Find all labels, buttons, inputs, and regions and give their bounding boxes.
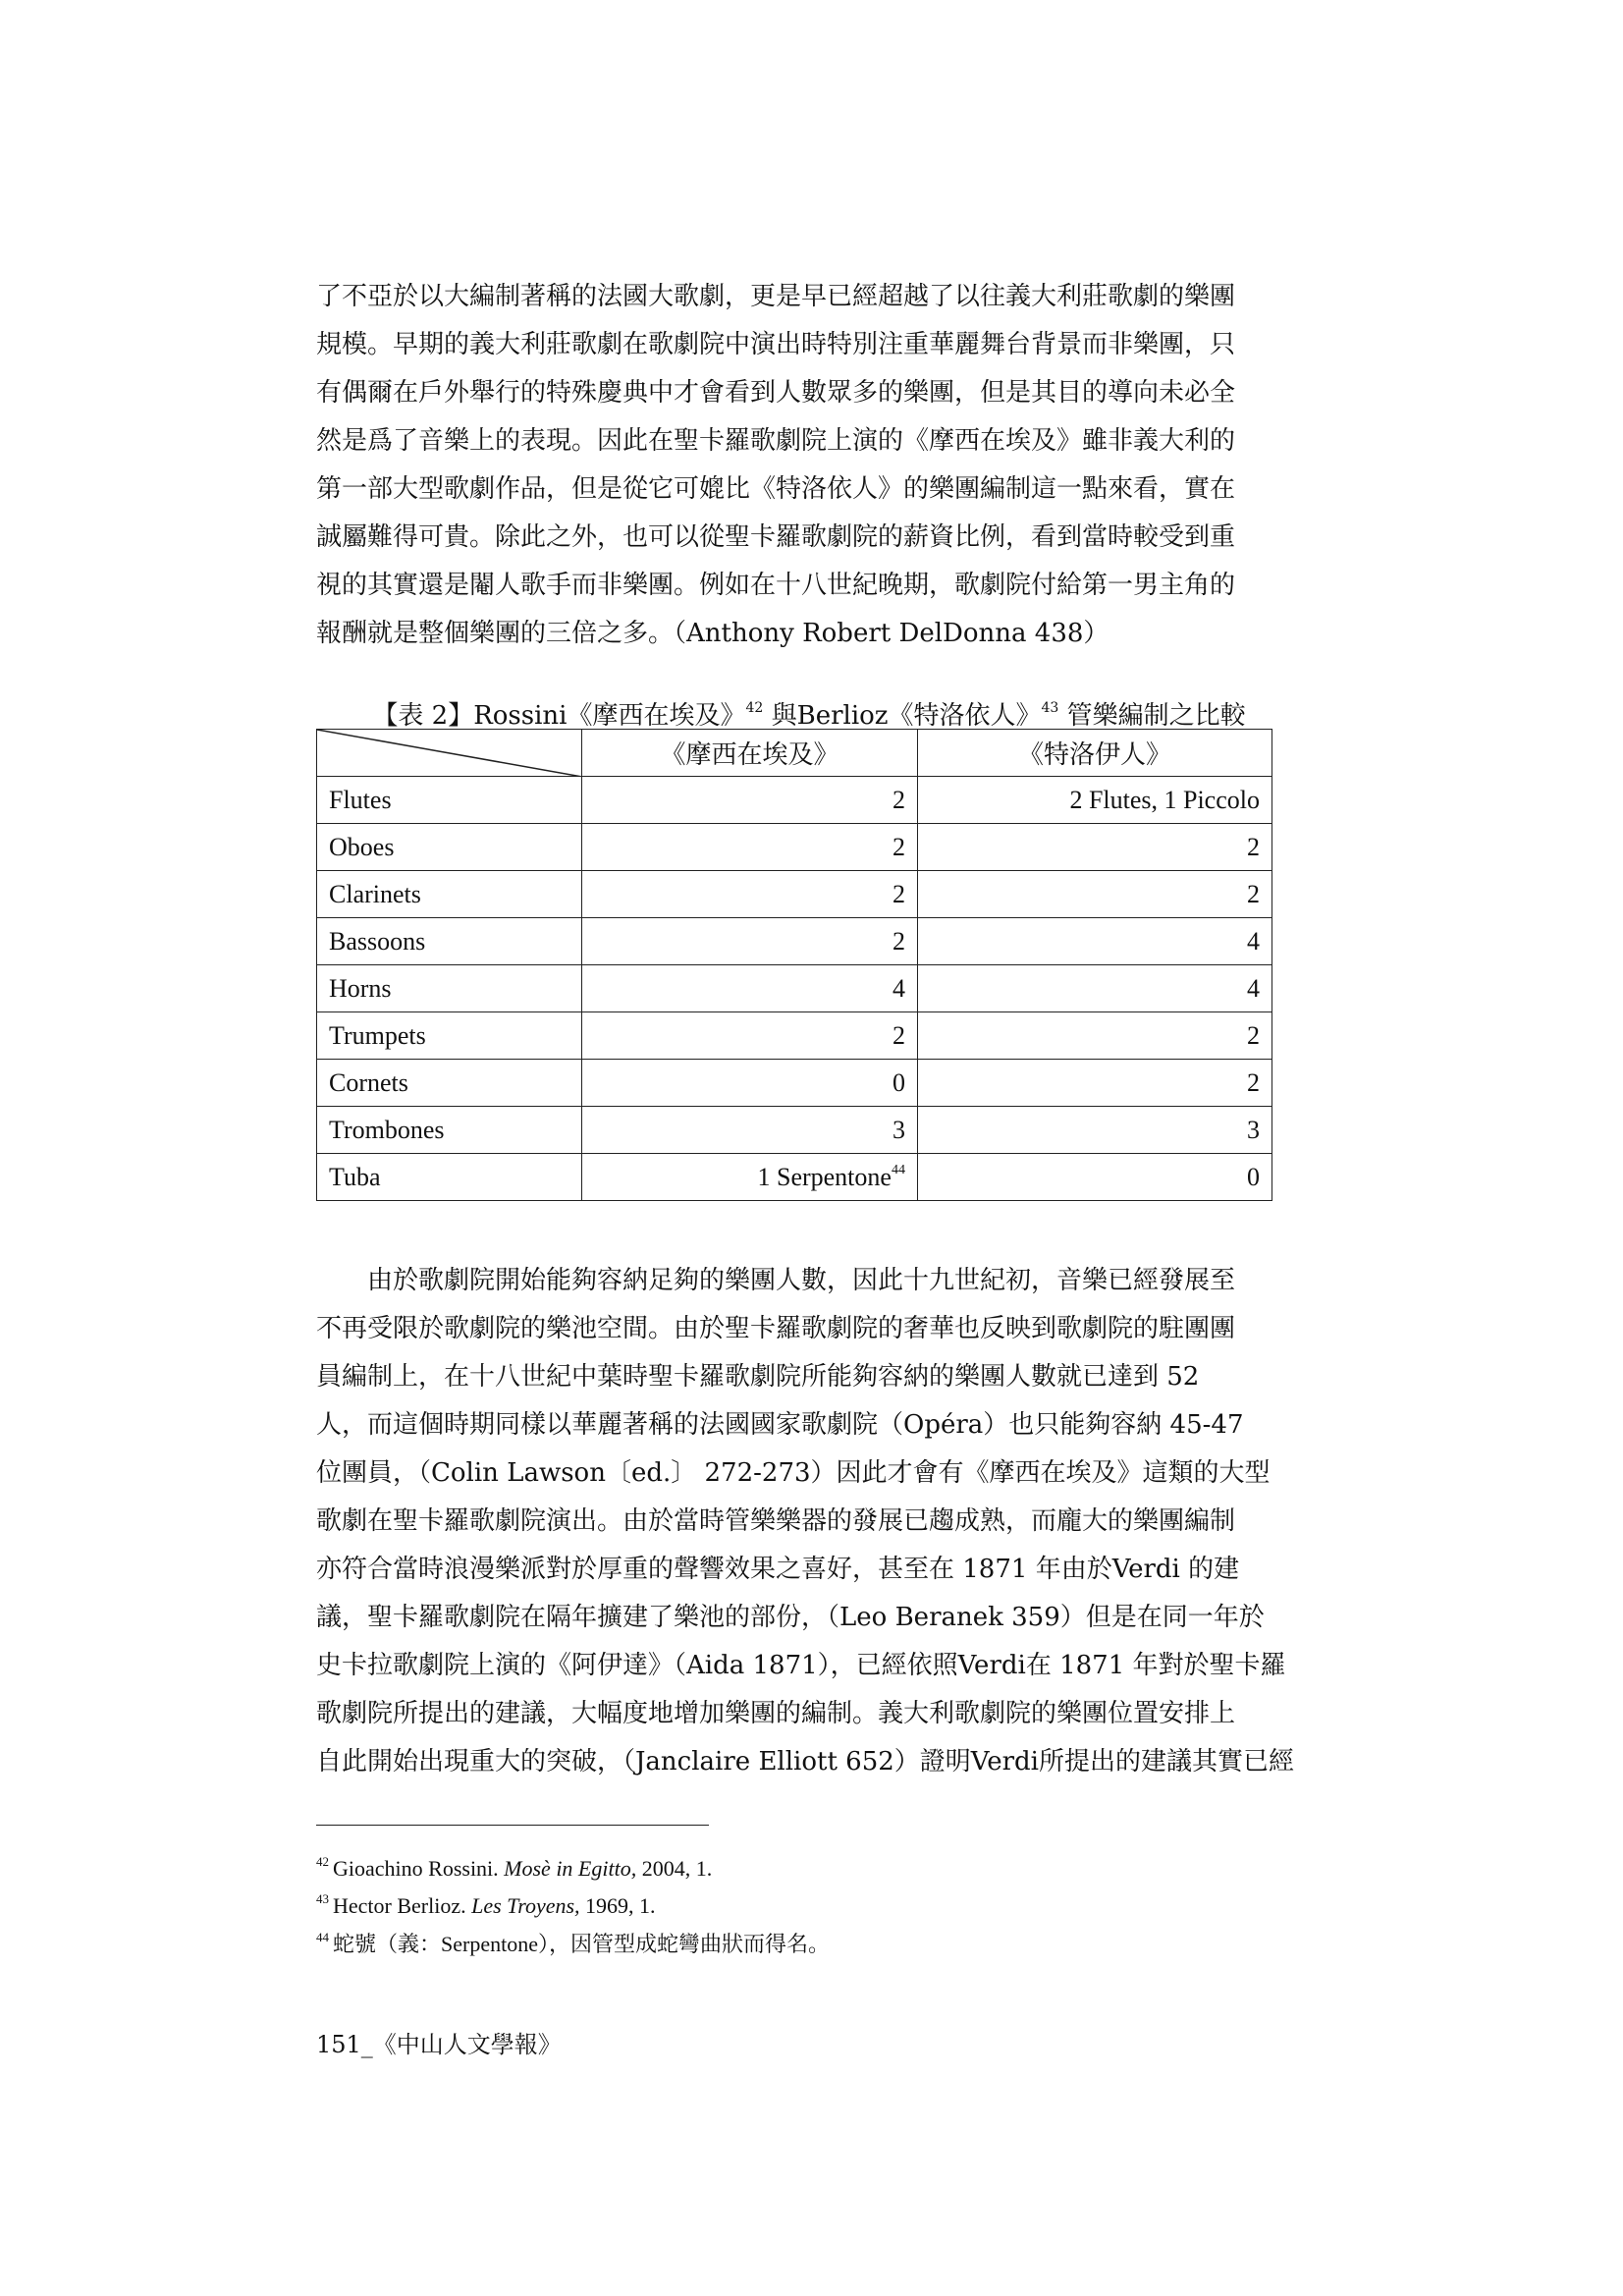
footnote-text: Hector Berlioz. [333,1893,472,1918]
paragraph-line: 誠屬難得可貴。除此之外，也可以從聖卡羅歌劇院的薪資比例，看到當時較受到重 [316,522,1236,552]
footnote-title: Les Troyens, [471,1893,580,1918]
footnote-text: Gioachino Rossini. [333,1856,505,1881]
cell-troyens: 4 [917,918,1271,965]
table-row [317,918,1272,965]
paragraph-line: 然是爲了音樂上的表現。因此在聖卡羅歌劇院上演的《摩西在埃及》雖非義大利的 [316,426,1236,456]
paragraph-line: 史卡拉歌劇院上演的《阿伊達》（Aida 1871），已經依照Verdi在 1871 年對於聖卡羅 [316,1651,1286,1680]
cell-troyens: 2 [917,824,1271,871]
footnote-divider [316,1825,709,1826]
cell-troyens: 2 [917,871,1271,918]
cell-troyens: 2 [917,1012,1271,1060]
cell-moses: 0 [582,1060,918,1107]
footnote-text: 2004, 1. [636,1856,713,1881]
caption-part: 與Berlioz《特洛依人》 [763,701,1042,731]
caption-part: 【表 2】Rossini《摩西在埃及》 [372,701,746,731]
cell-troyens: 4 [917,965,1271,1012]
body-paragraph-1 [316,273,1302,658]
paragraph-line: 由於歌劇院開始能夠容納足夠的樂團人數，因此十九世紀初，音樂已經發展至 [367,1266,1236,1295]
table-row [317,1012,1272,1060]
paragraph-line: 自此開始出現重大的突破，（Janclaire Elliott 652）證明Verdi所提出的建議其實已經 [316,1747,1294,1777]
footnote-number: 43 [316,1891,329,1906]
table-row [317,1107,1272,1154]
cell-moses: 3 [582,1107,918,1154]
footnote-number: 42 [316,1854,329,1869]
cell-text: 1 Serpentone [757,1162,892,1191]
paragraph-line: 人，而這個時期同樣以華麗著稱的法國國家歌劇院（Opéra）也只能夠容納 45-47 [316,1410,1244,1440]
cell-troyens: 3 [917,1107,1271,1154]
cell-moses: 4 [582,965,918,1012]
footnote-title: Mosè in Egitto, [504,1856,637,1881]
paragraph-line: 規模。早期的義大利莊歌劇在歌劇院中演出時特別注重華麗舞台背景而非樂團，只 [316,330,1236,359]
paragraph-line: 歌劇院所提出的建議，大幅度地增加樂團的編制。義大利歌劇院的樂團位置安排上 [316,1699,1236,1728]
table-row [317,871,1272,918]
footnote-number: 44 [316,1930,329,1944]
cell-moses: 2 [582,1012,918,1060]
col-header-moses: 《摩西在埃及》 [582,730,918,777]
cell-troyens: 0 [917,1154,1271,1201]
paragraph-line: 有偶爾在戶外舉行的特殊慶典中才會看到人數眾多的樂團，但是其目的導向未必全 [316,378,1236,408]
footnote-ref: 44 [891,1162,905,1177]
footnote-ref: 42 [745,700,764,716]
page-folio: 151_《中山人文學報》 [316,2031,562,2058]
cell-moses: 2 [582,871,918,918]
paragraph-line: 歌劇在聖卡羅歌劇院演出。由於當時管樂樂器的發展已趨成熟，而龐大的樂團編制 [316,1506,1236,1536]
footnote-text: 蛇號（義：Serpentone），因管型成蛇彎曲狀而得名。 [333,1932,830,1956]
cell-moses: 2 [582,777,918,824]
row-label: Trumpets [317,1012,582,1060]
cell-moses [582,1154,918,1201]
row-label: Oboes [317,824,582,871]
body-paragraph-2 [316,1257,1302,1786]
footnote-ref: 43 [1041,700,1059,716]
footnote-text: 1969, 1. [579,1893,656,1918]
row-label: Flutes [317,777,582,824]
table-header-row [317,730,1272,777]
row-label: Clarinets [317,871,582,918]
col-header-troyens: 《特洛伊人》 [917,730,1271,777]
table-row [317,965,1272,1012]
row-label: Tuba [317,1154,582,1201]
row-label: Cornets [317,1060,582,1107]
caption-part: 管樂編制之比較 [1058,701,1246,731]
table-row [317,1060,1272,1107]
paragraph-line: 報酬就是整個樂團的三倍之多。（Anthony Robert DelDonna 438） [316,619,1109,648]
footnote-42 [316,1846,712,1885]
paragraph-line: 位團員，（Colin Lawson〔ed.〕 272-273）因此才會有《摩西在埃及》這類的大型 [316,1458,1271,1488]
diagonal-line [317,730,582,777]
cell-moses: 2 [582,824,918,871]
cell-moses: 2 [582,918,918,965]
table-row [317,1154,1272,1201]
paragraph-line: 第一部大型歌劇作品，但是從它可媲比《特洛依人》的樂團編制這一點來看，實在 [316,474,1236,504]
paragraph-line: 了不亞於以大編制著稱的法國大歌劇，更是早已經超越了以往義大利莊歌劇的樂團 [316,282,1236,311]
cell-troyens: 2 Flutes, 1 Piccolo [917,777,1271,824]
corner-cell [317,730,582,777]
row-label: Bassoons [317,918,582,965]
paragraph-line: 議，聖卡羅歌劇院在隔年擴建了樂池的部份，（Leo Beranek 359）但是在同一年於 [316,1603,1265,1632]
table-caption [316,690,1302,734]
paragraph-line: 視的其實還是閹人歌手而非樂團。例如在十八世紀晚期，歌劇院付給第一男主角的 [316,571,1236,600]
footnote-44 [316,1922,830,1960]
paragraph-line: 員編制上，在十八世紀中葉時聖卡羅歌劇院所能夠容納的樂團人數就已達到 52 [316,1362,1200,1392]
row-label: Trombones [317,1107,582,1154]
table-row [317,824,1272,871]
instrumentation-table [316,729,1272,1201]
paragraph-line: 不再受限於歌劇院的樂池空間。由於聖卡羅歌劇院的奢華也反映到歌劇院的駐團團 [316,1314,1236,1343]
cell-troyens: 2 [917,1060,1271,1107]
table-row [317,777,1272,824]
paragraph-line: 亦符合當時浪漫樂派對於厚重的聲響效果之喜好，甚至在 1871 年由於Verdi 的建 [316,1555,1240,1584]
row-label: Horns [317,965,582,1012]
footnote-43 [316,1884,656,1922]
